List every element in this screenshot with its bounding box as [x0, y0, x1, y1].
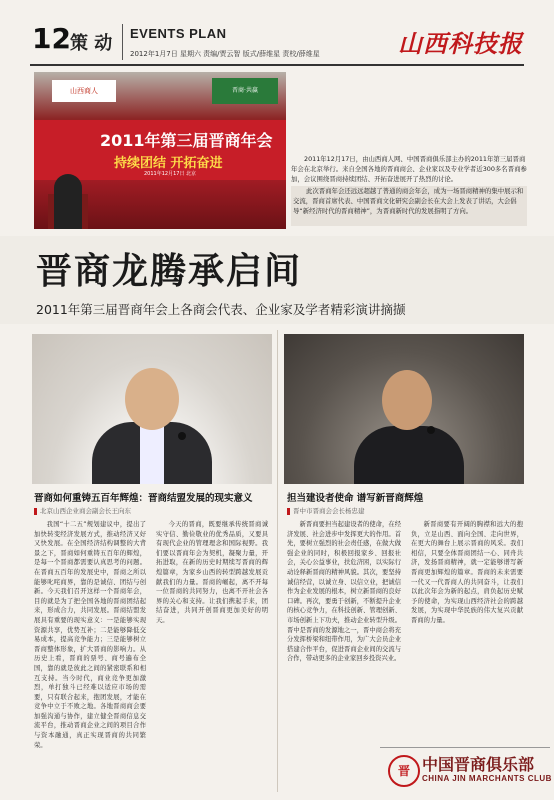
section-name: 策 动: [70, 33, 113, 54]
club-name: 中国晋商俱乐部: [422, 755, 535, 774]
photo-logo-right: 晋商·共赢: [212, 78, 278, 104]
section-name-en: EVENTS PLAN: [130, 26, 227, 41]
right-story-column-2: 新晋商要有开阔的胸襟和远大的抱负，立足山西、面向全国、走向世界，在更大的舞台上展示晋商的风采。我们相信，只要全体晋商团结一心、同舟共济，发扬晋商精神，就一定能够谱写新晋商更加辉煌的篇章。晋商的未来需要一代又一代晋商人的共同奋斗，让我们以此次年会为新的起点，肩负起历史赋予的使命，为实现山西经济社会的跨越发展，为实现中华民族的伟大复兴贡献晋商的力量。: [411, 521, 523, 624]
column-divider: [277, 330, 278, 792]
photo-speaker: [54, 174, 82, 229]
photo-banner-line1: 2011年第三届晋商年会: [100, 131, 273, 150]
microphone-icon: [178, 432, 186, 440]
left-story-source: [34, 506, 131, 515]
source-marker-icon: [34, 508, 37, 515]
newspaper-logo: 山西科技报: [398, 29, 523, 58]
club-emblem-icon: 晋: [388, 755, 420, 787]
page-number: 12: [32, 22, 71, 55]
speaker-suit: [354, 426, 464, 484]
issue-info: 2012年1月7日 星期六 责编/贾云智 版式/薛维星 责校/薛维星: [130, 50, 320, 58]
left-story-column-1: 我国“十二五”规划建议中，提出了加快转变经济发展方式，推动经济又好又快发展。在全国经济结构调整的大背景之下，晋商如何重铸五百年的辉煌，是每一个晋商都需要认真思考的问题。在晋商五百年的发展史中，晋商之所以能够叱咤商界，靠的是诚信、团结与创新。今天我们召开这样一个晋商年会，目的就是为了把全国各地的晋商团结起来，形成合力，共同发展。晋商结盟发展具有重要的现实意义：一是能够实现资源共享，优势互补；二是能够降低交易成本，提高竞争能力；三是能够树立晋商整体形象，扩大晋商的影响力。从历史上看，晋商的票号、商号遍布全国，靠的就是彼此之间的紧密联系和相互支持。当今时代，商业竞争更加激烈，单打独斗已经难以适应市场的需要，只有联合起来，抱团发展，才能在竞争中立于不败之地。各地晋商商会要加强沟通与协作，建立健全晋商信息交流平台，推动晋商企业之间的项目合作与资本融通，真正实现晋商的共同繁荣。: [34, 521, 146, 749]
speaker-shirt: [140, 422, 164, 484]
intro-paragraph-2: 此次晋商年会还远远超越了普通的商会年会，成为一场晋商精神的集中展示和交流，晋商首席代表、中国晋商文化研究会副会长在大会上发表了讲话，大会倡导“新经济时代的晋商精神”，为晋商新时代的发展指明了方向。: [291, 186, 527, 226]
event-photo: [34, 72, 286, 229]
header-divider: [122, 24, 123, 60]
speaker-face: [382, 370, 432, 430]
speaker-face: [125, 368, 179, 430]
speaker-photo-left: [32, 334, 272, 484]
microphone-icon: [427, 426, 435, 434]
left-story-source-text: 北京山西企业商会副会长王向东: [40, 507, 131, 515]
intro-paragraph-1: 2011年12月17日，由山西商人网、中国晋商俱乐部主办的2011年第三届晋商年会在北京举行。来自全国各地的晋商商会、企业家以及专业学者近300多名晋商参加，会议围绕晋商持续团结、开拓奋进展开了热烈的讨论。: [291, 155, 527, 183]
feature-subtitle: 2011年第三届晋商年会上各商会代表、企业家及学者精彩演讲摘撷: [36, 302, 406, 317]
right-story-source-text: 晋中市晋商会会长杨忠建: [293, 507, 365, 515]
left-story-column-2: 今天的晋商，既要继承传统晋商诚实守信、勤俭敬业的优秀品质，又要具有现代企业的管理理念和国际视野。我们要以晋商年会为契机，凝聚力量，开拓进取，在新的历史时期续写晋商的辉煌篇章，为家乡山西的转型跨越发展贡献我们的力量。晋商的崛起，离不开每一位晋商的共同努力，也离不开社会各界的关心和支持。让我们携起手来，团结奋进，共同开创晋商更加美好的明天。: [156, 521, 268, 624]
watermark-rule: [380, 747, 550, 748]
right-story-column-1: 新晋商要担当起建设者的使命，在经济发展、社会进步中发挥更大的作用。首先，要树立强烈的社会责任感，在做大做强企业的同时，积极回报家乡、回报社会，关心公益事业，扶危济困，以实际行动诠释新晋商的精神风貌。其次，要坚持诚信经营，以诚立身、以信立业，把诚信作为企业发展的根本，树立新晋商的良好口碑。再次，要勇于创新，不断提升企业的核心竞争力，在科技创新、管理创新、市场创新上下功夫，推动企业转型升级。晋中是晋商的发源地之一，晋中商会将充分发挥桥梁和纽带作用，为广大会员企业搭建合作平台，促进晋商企业间的交流与合作，带动更多的企业家回乡投资兴业。: [287, 521, 401, 663]
photo-banner-line2: 持续团结 开拓奋进: [114, 156, 223, 171]
left-story-headline: 晋商如何重铸五百年辉煌：晋商结盟发展的现实意义: [34, 493, 253, 504]
source-marker-icon: [287, 508, 290, 515]
photo-logo-left: 山西商人: [52, 80, 116, 102]
feature-title: 晋商龙腾承启间: [36, 251, 303, 292]
right-story-source: [287, 506, 365, 515]
speaker-photo-right: [284, 334, 524, 484]
header-rule: [30, 64, 524, 66]
photo-banner-date: 2011年12月17日 北京: [144, 171, 197, 177]
right-story-headline: 担当建设者使命 谱写新晋商辉煌: [287, 493, 424, 504]
club-name-en: CHINA JIN MARCHANTS CLUB: [422, 774, 552, 783]
